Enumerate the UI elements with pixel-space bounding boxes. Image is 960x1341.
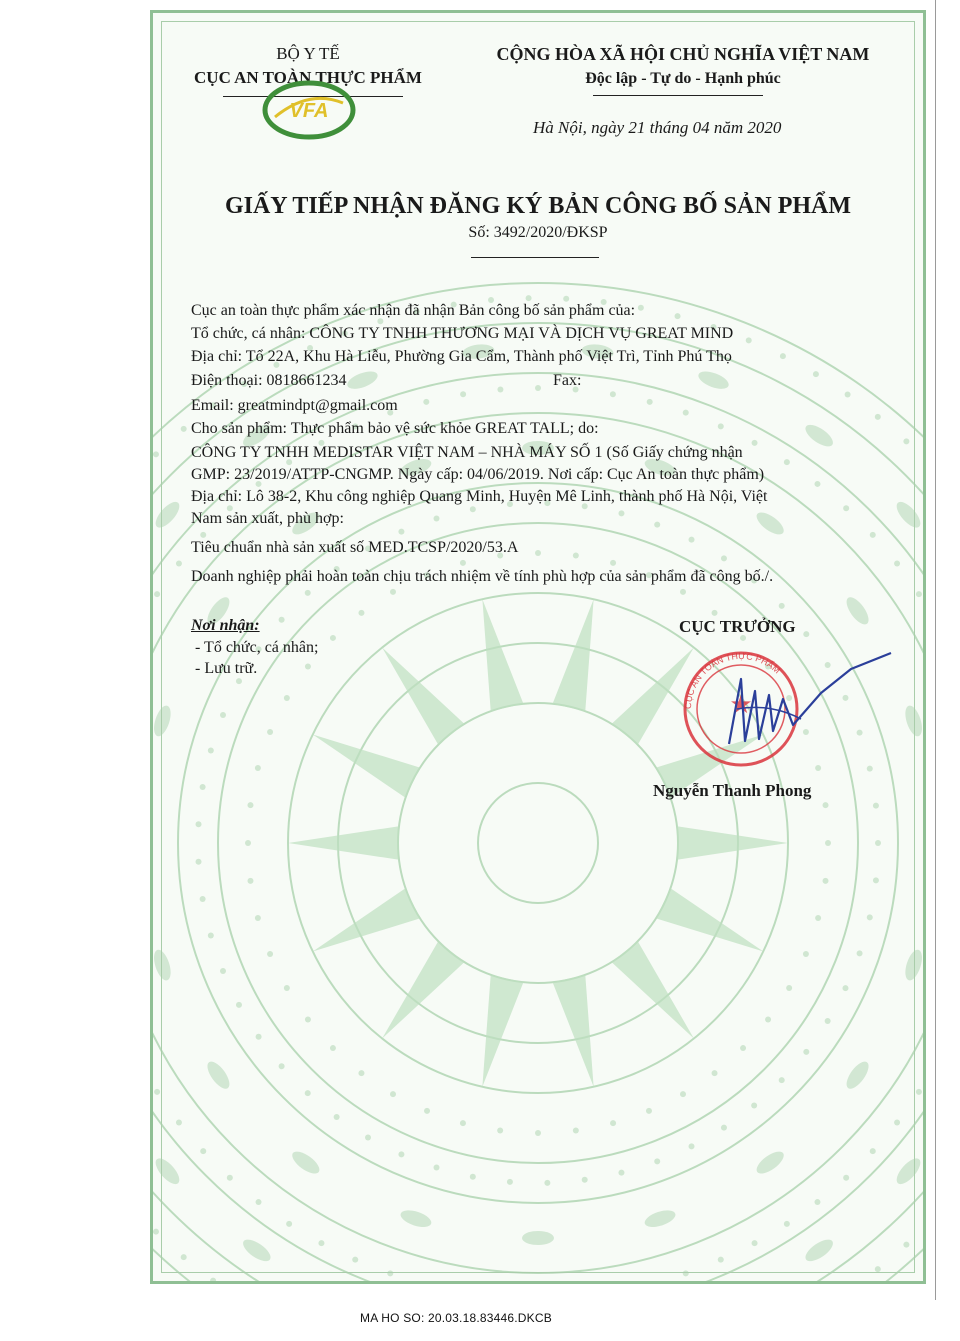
svg-text:★: ★ [729,689,753,719]
manufacturer-line-1: CÔNG TY TNHH MEDISTAR VIỆT NAM – NHÀ MÁY SỐ 1 (Số Giấy chứng nhận [191,444,743,461]
manufacturer-address-1: Địa chỉ: Lô 38-2, Khu công nghiệp Quang Minh, Huyện Mê Linh, thành phố Hà Nội, Việt [191,488,768,505]
responsibility-line: Doanh nghiệp phải hoàn toàn chịu trách nhiệm về tính phù hợp của sản phẩm đã công bố./. [191,568,774,585]
recipients-heading: Nơi nhận: [191,617,260,634]
agency-name: CỤC AN TOÀN THỰC PHẨM [194,68,422,87]
vfa-logo-text: VFA [289,100,329,122]
issue-date: Hà Nội, ngày 21 tháng 04 năm 2020 [533,118,782,137]
document-title: GIẤY TIẾP NHẬN ĐĂNG KÝ BẢN CÔNG BỐ SẢN PHẨM [224,193,852,219]
motto-underline [593,95,763,96]
seal-ring-text: CỤC AN TOÀN THỰC PHẨM [682,650,783,710]
signatory-name: Nguyễn Thanh Phong [653,781,812,800]
certificate-document [150,10,926,1284]
document-number: Số: 3492/2020/ĐKSP [468,224,608,241]
recipient-item: - Lưu trữ. [195,660,258,677]
recipient-item: - Tổ chức, cá nhân; [195,639,319,656]
organization-address: Địa chỉ: Tổ 22A, Khu Hà Liễu, Phường Gia Cẩm, Thành phố Việt Trì, Tỉnh Phú Thọ [191,348,732,365]
signatory-position: CỤC TRƯỞNG [679,617,796,636]
product-line: Cho sản phẩm: Thực phẩm bảo vệ sức khỏe GREAT TALL; do: [191,420,599,437]
red-seal-stamp-icon [681,649,921,779]
organization-phone: Điện thoại: 0818661234 [191,372,347,389]
number-underline [471,257,599,258]
organization-fax: Fax: [553,372,582,389]
manufacturer-address-2: Nam sản xuất, phù hợp: [191,510,344,527]
country-name: CỘNG HÒA XÃ HỘI CHỦ NGHĨA VIỆT NAM [496,44,870,64]
national-motto: Độc lập - Tự do - Hạnh phúc [585,70,781,87]
dossier-code: MA HO SO: 20.03.18.83446.DKCB [360,1311,552,1325]
standard-line: Tiêu chuẩn nhà sản xuất số MED.TCSP/2020/53.A [191,539,519,556]
organization-email: Email: greatmindpt@gmail.com [191,397,398,414]
ministry-name: BỘ Y TẾ [276,44,340,63]
manufacturer-line-2: GMP: 23/2019/ATTP-CNGMP. Ngày cấp: 04/06/2019. Nơi cấp: Cục An toàn thực phẩm) [191,466,765,483]
intro-text: Cục an toàn thực phẩm xác nhận đã nhận Bản công bố sản phẩm của: [191,302,636,319]
organization: Tổ chức, cá nhân: CÔNG TY TNHH THƯƠNG MẠI VÀ DỊCH VỤ GREAT MIND [191,325,734,342]
vfa-logo-icon [261,79,357,141]
